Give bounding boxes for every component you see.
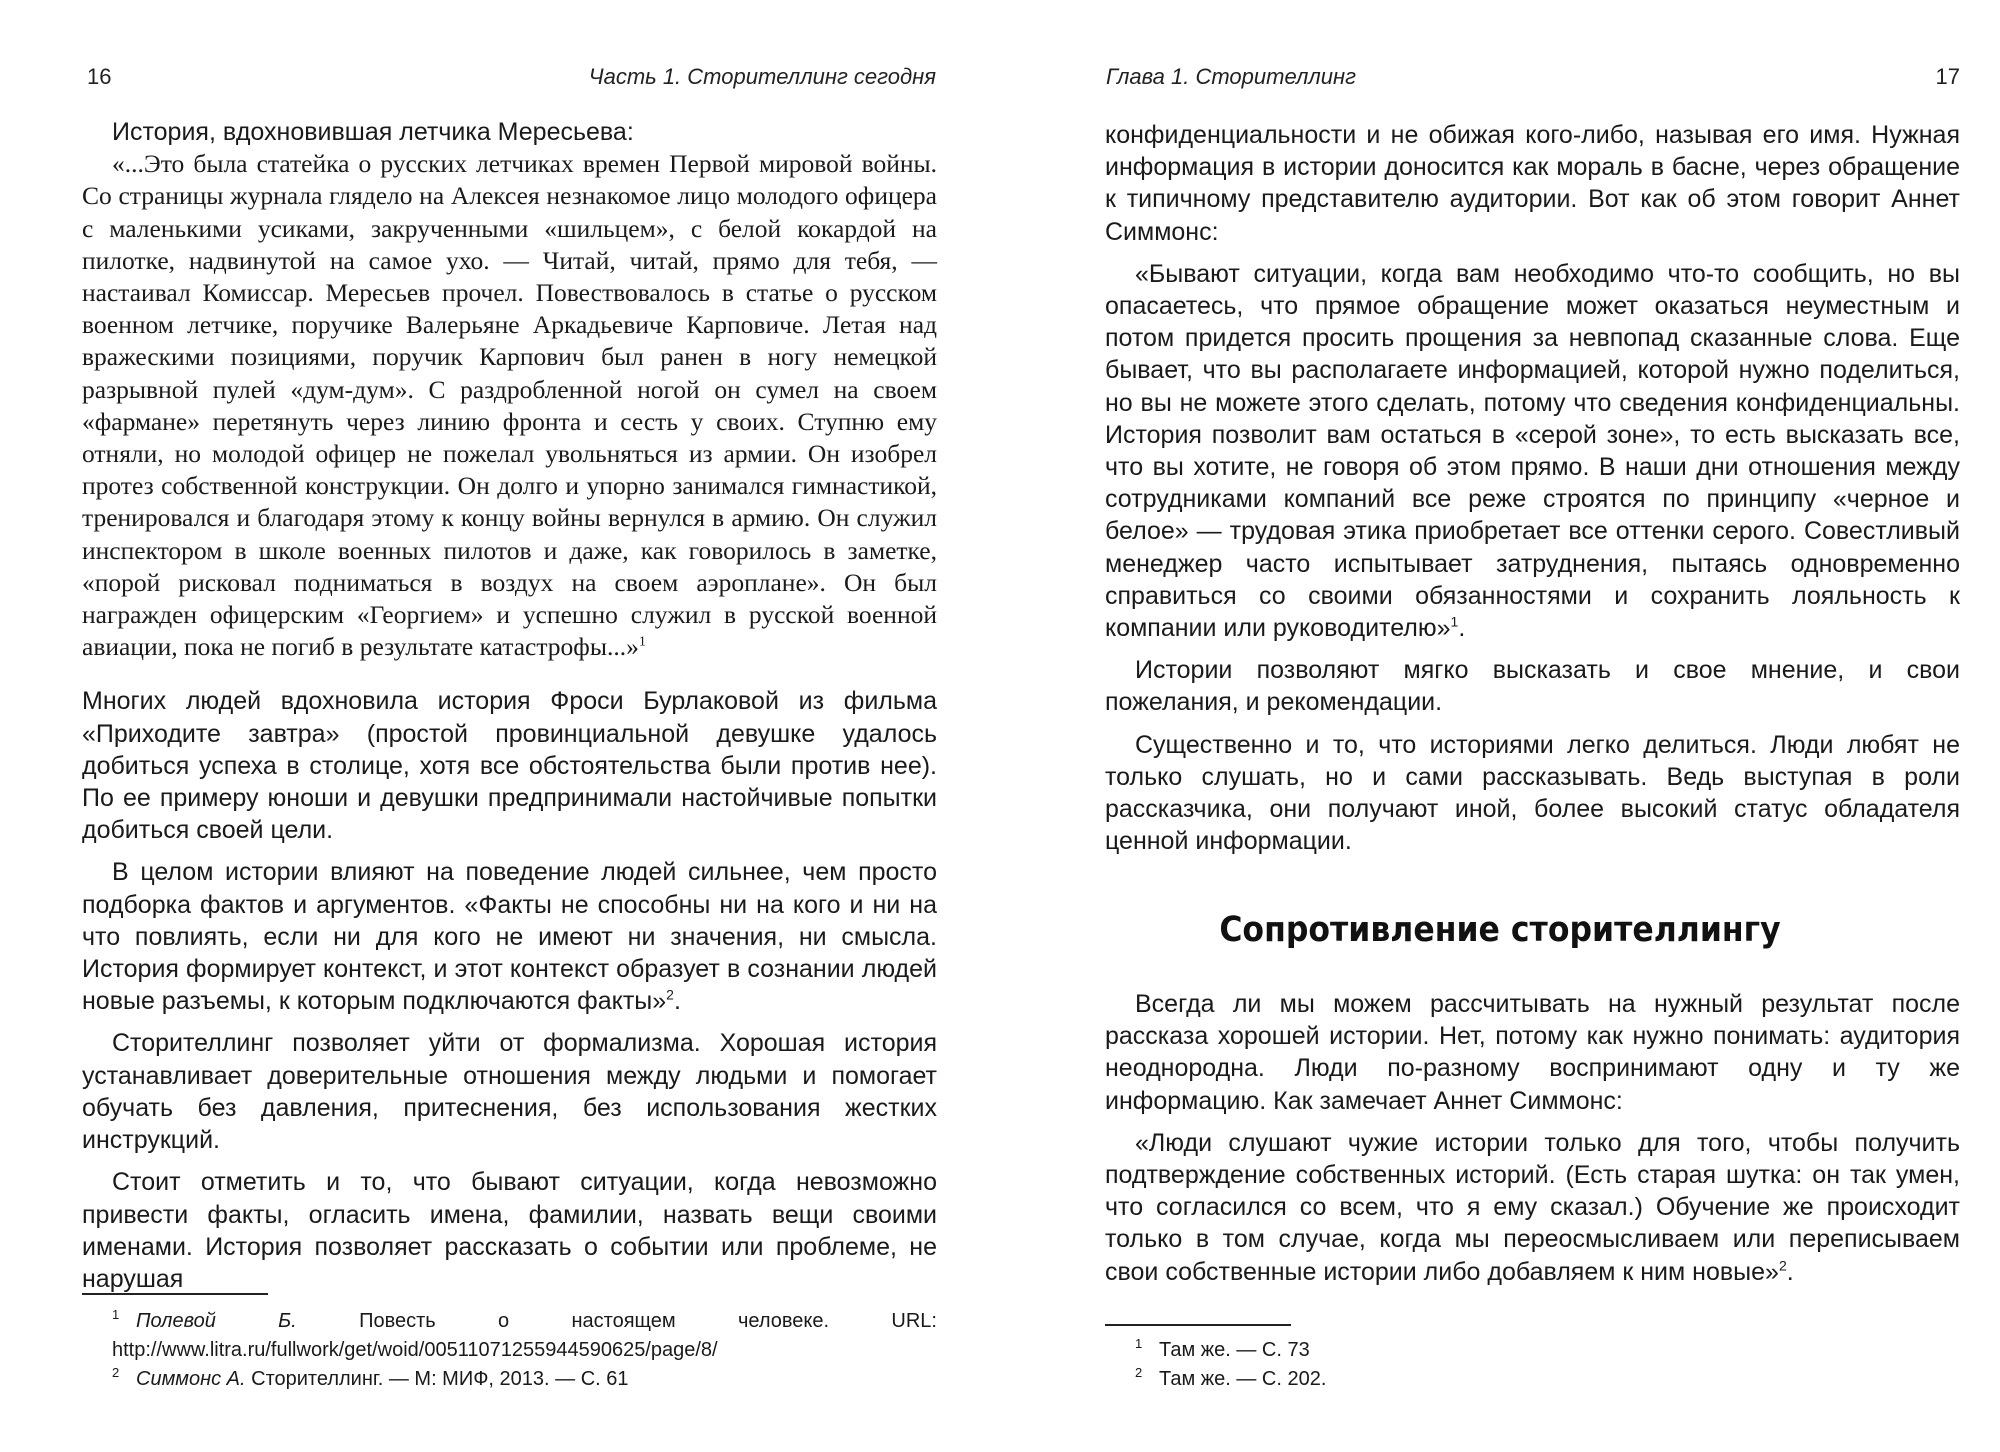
footnote-rule xyxy=(1105,1324,1291,1326)
meresyev-quote: «...Это была статейка о русских летчиках времен Первой мировой войны. Со страницы журнала глядело на Алексея незнакомое лицо молодого офицера с маленькими усиками, закрученными «шильцем», с белой кокардой на пилотке, надвинутой на самое ухо. — Читай, читай, прямо для тебя, — настаивал Комиссар. Мересьев прочел. Повествовалось в статье о русском военном летчике, поручике Валерьяне Аркадьевиче Карповиче. Летая над вражескими позициями, поручик Карпович был ранен в ногу немецкой разрывной пулей «дум-дум». С раздробленной ногой он сумел на своем «фармане» перетянуть через линию фронта и сесть у своих. Ступню ему отняли, но молодой офицер не пожелал увольняться из армии. Он изобрел протез собственной конструкции. Он долго и упорно занимался гимнастикой, тренировался и благодаря этому к концу войны вернулся в армию. Он служил инспектором в школе военных пилотов и даже, как говорилось в заметке, «порой рисковал подниматься в воздух на своем аэроплане». Он был награжден офицерским «Георгием» и успешно служил в русской военной авиации, пока не погиб в результате катастрофы...»$^1$ xyxy=(82,149,937,662)
footnote-rule xyxy=(82,1293,268,1295)
footnote-ref: 1 xyxy=(1450,613,1459,630)
right-footnotes xyxy=(1105,1336,1960,1394)
paragraph: Всегда ли мы можем рассчитывать на нужный результат после рассказа хорошей истории. Нет, потому как нужно понимать: аудитория неоднородна. Люди по-разному воспринимают одну и ту же информацию. Как замечает Аннет Симмонс: xyxy=(1105,990,1960,1115)
footnote-ref: 2 xyxy=(1778,1257,1787,1274)
footnote: 1 Там же. — С. 73 xyxy=(1135,1336,1310,1361)
paragraph: конфиденциальности и не обижая кого-либо, называя его имя. Нужная информация в истории доносится как мораль в басне, через обращение к типичному представителю аудитории. Вот как об этом говорит Аннет Симмонс: xyxy=(1105,121,1960,246)
paragraph: В целом истории влияют на поведение людей сильнее, чем просто подборка фактов и аргументов. «Факты не способны ни на кого и ни на что повлиять, если ни для кого не имеют ни значения, ни смысла. История формирует контекст, и этот контекст образует в сознании людей новые разъемы, к которым подключаются факты»$^2$. xyxy=(82,858,937,1016)
running-head: Глава 1. Сторителлинг xyxy=(1106,64,1356,89)
paragraph: Стоит отметить и то, что бывают ситуации, когда невозможно привести факты, огласить имена, фамилии, назвать вещи своими именами. История позволяет рассказать о событии или проблеме, не нарушая xyxy=(82,1168,937,1293)
section-heading: Сопротивление сторителлингу xyxy=(1219,910,1781,950)
left-paragraphs xyxy=(82,685,937,1295)
paragraph: Существенно и то, что историями легко делиться. Люди любят не только слушать, но и сами рассказывать. Ведь выступая в роли рассказчика, они получают иной, более высокий статус обладателя ценной информации. xyxy=(1105,730,1960,856)
left-footnotes xyxy=(82,1307,937,1394)
simmons-quote: «Бывают ситуации, когда вам необходимо что-то сообщить, но вы опасаетесь, что прямое обращение может оказаться неуместным и потом придется просить прощения за невпопад сказанные слова. Еще бывает, что вы располагаете информацией, которой нужно поделиться, но вы не можете этого сделать, потому что сведения конфиденциальны. История позволит вам остаться в «серой зоне», то есть высказать все, что вы хотите, не говоря об этом прямо. В наши дни отношения между сотрудниками компаний все реже строятся по принципу «черное и белое» — трудовая этика приобретает все оттенки серого. Совестливый менеджер часто испытывает затруднения, пытаясь одновременно справиться со своими обязанностями и сохранить лояльность к компании или руководителю»$^1$. xyxy=(1105,259,1960,643)
quote-intro: История, вдохновившая летчика Мересьева: xyxy=(112,118,634,146)
paragraph: Многих людей вдохновила история Фроси Бурлаковой из фильма «Приходите завтра» (простой провинциальной девушке удалось добиться успеха в столице, хотя все обстоятельства были против нее). По ее примеру юноши и девушки предпринимали настойчивые попытки добиться своей цели. xyxy=(82,687,937,845)
left-main-column xyxy=(82,116,937,1295)
right-page xyxy=(1000,0,2000,1452)
running-head: Часть 1. Сторителлинг сегодня xyxy=(588,64,936,89)
right-main-column xyxy=(1105,119,1960,857)
footnote-ref: 1 xyxy=(638,634,646,650)
section-body xyxy=(1105,988,1960,1288)
page-number: 17 xyxy=(1935,64,1960,89)
footnote-ref: 2 xyxy=(666,986,674,1003)
paragraph: Сторителлинг позволяет уйти от формализма. Хорошая история устанавливает доверительные отношения между людьми и помогает обучать без давления, притеснения, без использования жестких инструкций. xyxy=(82,1029,937,1155)
simmons-quote-2: «Люди слушают чужие истории только для того, чтобы получить подтверждение собственных историй. (Есть старая шутка: он так умен, что согласился со всем, что я ему сказал.) Обучение же происходит только в том случае, когда мы переосмысливаем или переписываем свои собственные истории либо добавляем к ним новые»$^2$. xyxy=(1105,1128,1960,1286)
paragraph: Истории позволяют мягко высказать и свое мнение, и свои пожелания, и рекомендации. xyxy=(1105,656,1960,717)
page-number: 16 xyxy=(87,64,112,89)
footnote: 1 Полевой Б. Повесть о настоящем человеке. URL: http://www.litra.ru/fullwork/get/woid/00511071255944590625/page/8/ xyxy=(112,1307,937,1361)
footnote: 2 Симмонс А. Сторителлинг. — М: МИФ, 2013. — С. 61 xyxy=(112,1365,629,1390)
footnote: 2 Там же. — С. 202. xyxy=(1135,1365,1327,1390)
